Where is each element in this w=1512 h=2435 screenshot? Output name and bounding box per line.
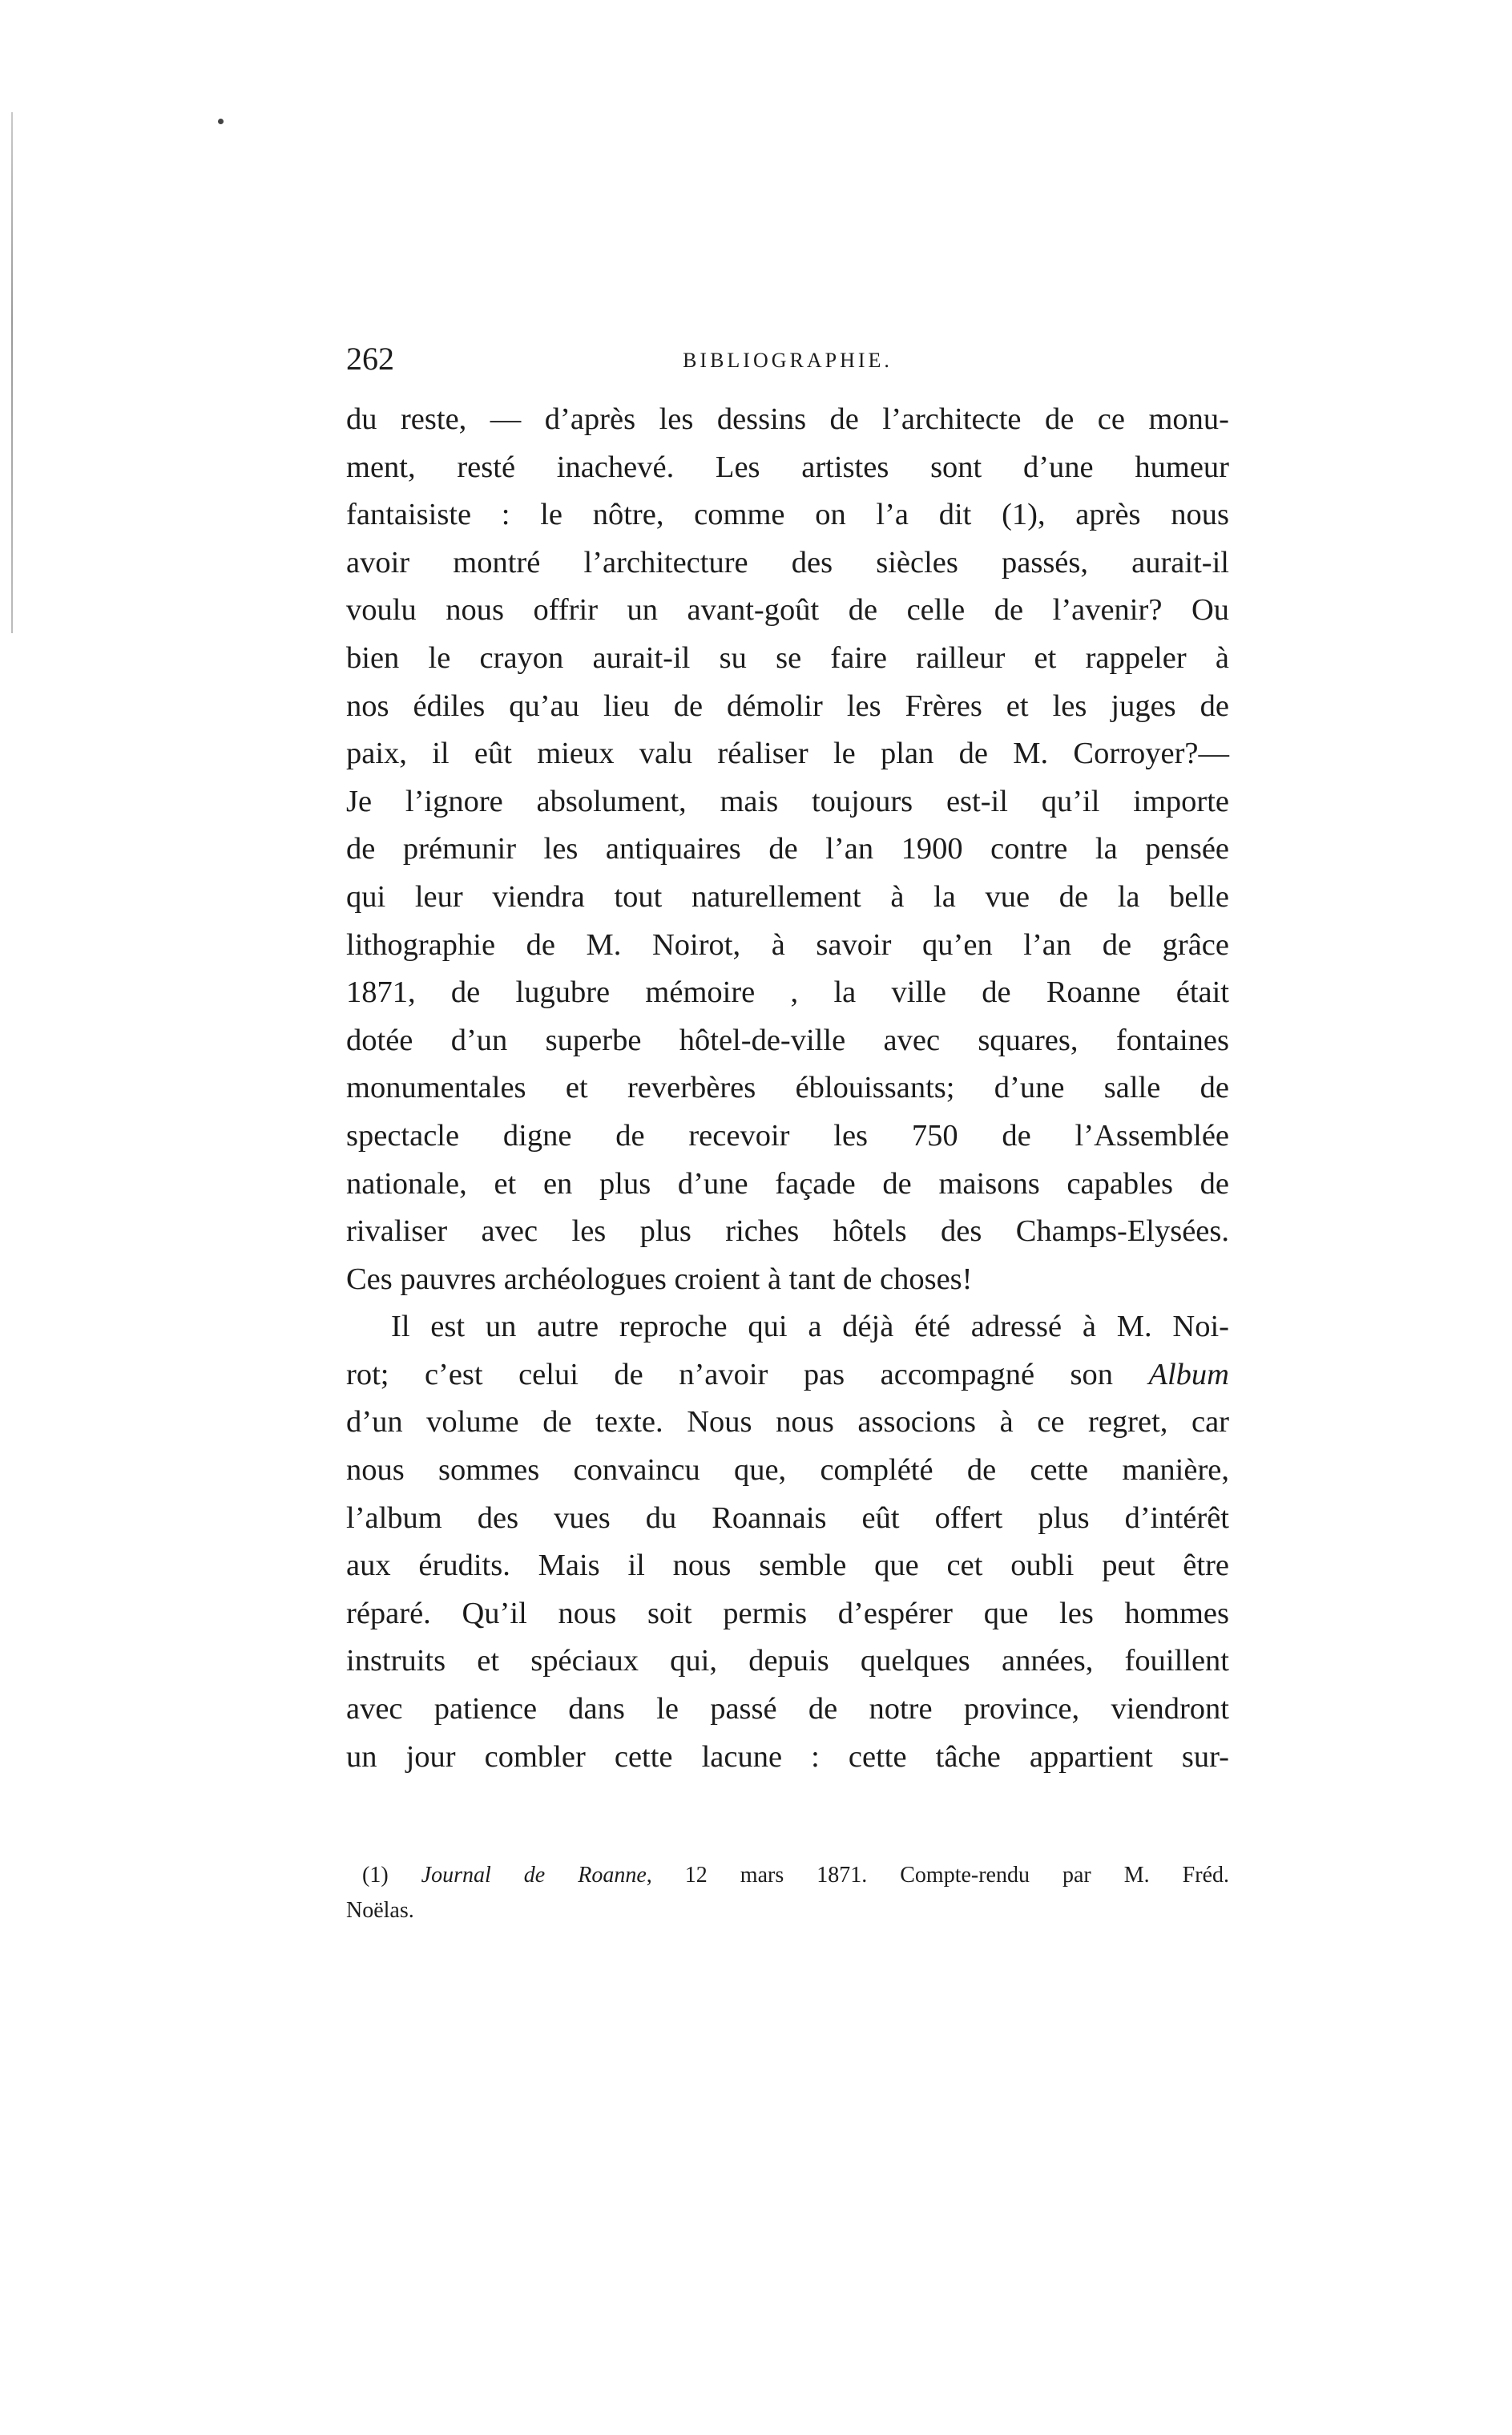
text-line: de prémunir les antiquaires de l’an 1900 contre la pensée (346, 832, 1229, 866)
text-line: paix, il eût mieux valu réaliser le plan de M. Corroyer?— (346, 737, 1229, 771)
text-line: avoir montré l’architecture des siècles passés, aurait-il (346, 545, 1229, 579)
footnote-line (346, 1858, 1229, 1893)
footnote-journal-title: Journal de Roanne (421, 1863, 647, 1888)
page-number: 262 (346, 341, 394, 377)
text-line: l’album des vues du Roannais eût offert plus d’intérêt (346, 1500, 1229, 1535)
text-line: du reste, — d’après les dessins de l’architecte de ce monu- (346, 402, 1229, 436)
text-line: instruits et spéciaux qui, depuis quelques années, fouillent (346, 1644, 1229, 1678)
text-line: voulu nous offrir un avant-goût de celle de l’avenir? Ou (346, 593, 1229, 628)
text-line: un jour combler cette lacune : cette tâche appartient sur- (346, 1739, 1229, 1774)
text-line: d’un volume de texte. Nous nous associons à ce regret, car (346, 1405, 1229, 1440)
text-line: bien le crayon aurait-il su se faire railleur et rappeler à (346, 640, 1229, 675)
album-italic: Album (1148, 1357, 1229, 1391)
text-line: nationale, et en plus d’une façade de maisons capables de (346, 1166, 1229, 1201)
paragraph-2 (346, 1303, 1229, 1781)
body-text (346, 396, 1229, 1781)
text-line: monumentales et reverbères éblouissants; d’une salle de (346, 1071, 1229, 1105)
footnote (346, 1858, 1229, 1928)
text-line: spectacle digne de recevoir les 750 de l’Assemblée (346, 1118, 1229, 1153)
running-title: BIBLIOGRAPHIE. (683, 349, 893, 372)
page-header (346, 335, 1229, 383)
text-line: qui leur viendra tout naturellement à la vue de la belle (346, 879, 1229, 914)
scan-speck (218, 119, 224, 124)
line-segment: rot; c’est celui de n’avoir pas accompagné son (346, 1357, 1149, 1391)
text-line: nous sommes convaincu que, complété de cette manière, (346, 1453, 1229, 1488)
footnote-line: Noëlas. (346, 1898, 414, 1923)
text-line: aux érudits. Mais il nous semble que cet oubli peut être (346, 1549, 1229, 1583)
scan-binding-line (11, 112, 13, 633)
text-line: avec patience dans le passé de notre province, viendront (346, 1692, 1229, 1726)
text-line: nos édiles qu’au lieu de démolir les Frères et les juges de (346, 689, 1229, 723)
text-line: rivaliser avec les plus riches hôtels des Champs-Elysées. (346, 1214, 1229, 1249)
text-line: Je l’ignore absolument, mais toujours est-il qu’il importe (346, 784, 1229, 818)
footnote-marker: (1) (362, 1863, 389, 1888)
text-line: réparé. Qu’il nous soit permis d’espérer que les hommes (346, 1596, 1229, 1630)
paragraph-1 (346, 396, 1229, 1303)
text-line: ment, resté inachevé. Les artistes sont d’une humeur (346, 450, 1229, 484)
text-line: fantaisiste : le nôtre, comme on l’a dit (1), après nous (346, 498, 1229, 532)
text-line: Il est un autre reproche qui a déjà été adressé à M. Noi- (391, 1310, 1229, 1344)
text-line: lithographie de M. Noirot, à savoir qu’en l’an de grâce (346, 927, 1229, 962)
text-line (346, 1351, 1229, 1399)
text-line: 1871, de lugubre mémoire , la ville de Roanne était (346, 975, 1229, 1010)
text-line: Ces pauvres archéologues croient à tant de choses! (346, 1262, 973, 1296)
text-line: dotée d’un superbe hôtel-de-ville avec squares, fontaines (346, 1023, 1229, 1057)
footnote-text: , 12 mars 1871. Compte-rendu par M. Fréd. (646, 1863, 1230, 1888)
